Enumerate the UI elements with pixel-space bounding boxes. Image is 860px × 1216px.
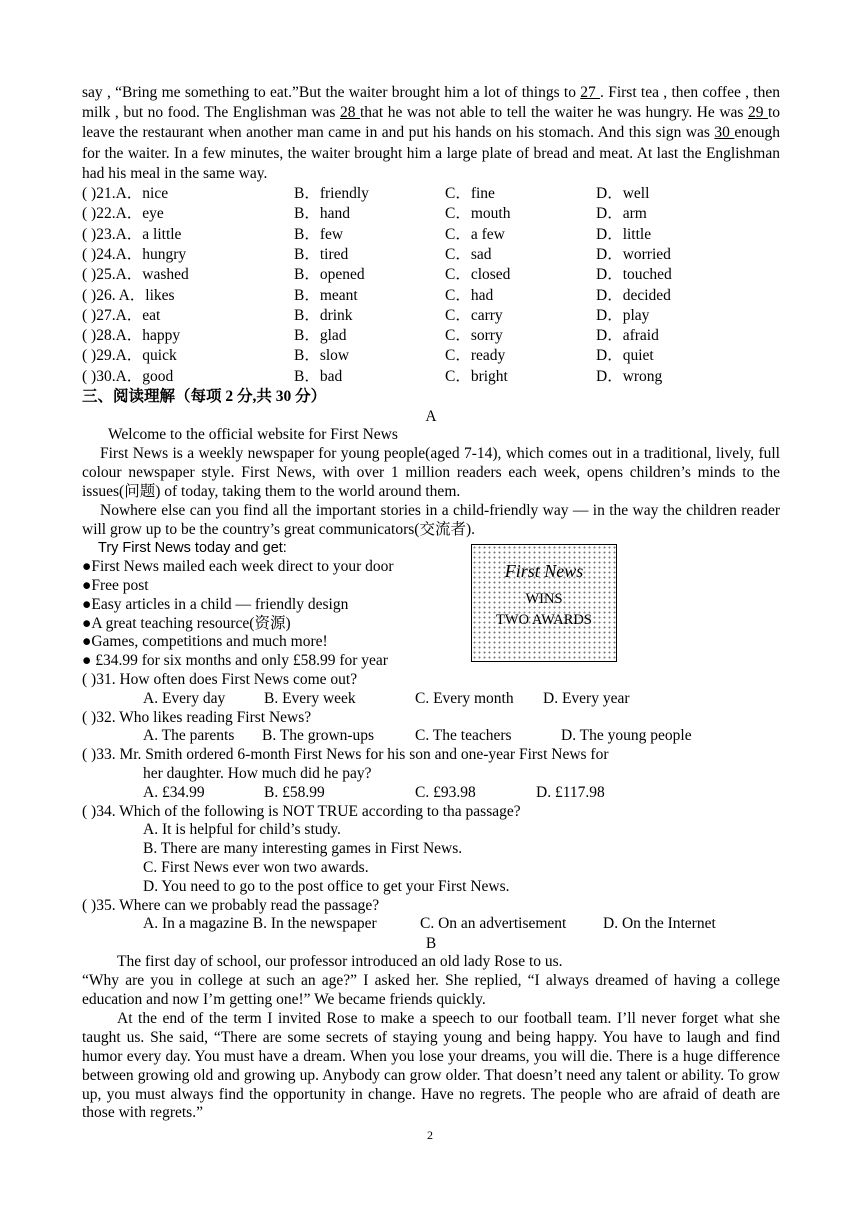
option: D. Every year bbox=[543, 689, 630, 707]
option-c: C．fine bbox=[445, 185, 495, 203]
option-a: ( )29.A．quick bbox=[82, 347, 177, 365]
passage-b-paragraph: The first day of school, our professor introduced an old lady Rose to us. bbox=[117, 953, 563, 971]
try-heading: Try First News today and get: bbox=[98, 540, 287, 557]
option-b: B．hand bbox=[294, 205, 350, 223]
passage-b-paragraph: At the end of the term I invited Rose to make a speech to our football team. I’ll never forget what she taught us. She said, “There are some secrets of staying young and being happy. You have to laugh and find humor every day. You must have a dream. When you lose your dreams, you will die. There is a huge difference between growing old and growing up. Anybody can grow older. That doesn’t need any talent or ability. To grow up, you must always find the opportunity in change. Have no regrets. The people who are afraid of death are those with regrets.” bbox=[82, 1009, 780, 1122]
option-a: ( )26. A．likes bbox=[82, 286, 175, 304]
option-b: B．friendly bbox=[294, 185, 369, 203]
blank-27: 27 bbox=[580, 84, 601, 101]
question: ( )33. Mr. Smith ordered 6-month First News for his son and one-year First News for bbox=[82, 746, 609, 764]
option-d: D．play bbox=[596, 306, 650, 324]
option: B. There are many interesting games in First News. bbox=[143, 840, 463, 858]
box-line: TWO AWARDS bbox=[496, 612, 592, 628]
answer-options bbox=[82, 690, 780, 709]
awards-box bbox=[471, 544, 617, 662]
question-continued: her daughter. How much did he pay? bbox=[143, 764, 372, 782]
option-a: ( )21.A．nice bbox=[82, 185, 169, 203]
questions-a bbox=[82, 671, 780, 934]
option-b: B．tired bbox=[294, 245, 349, 263]
option-a: ( )24.A．hungry bbox=[82, 245, 187, 263]
option: C. On an advertisement bbox=[420, 915, 567, 933]
option-d: D．afraid bbox=[596, 327, 659, 345]
option: D. £117.98 bbox=[536, 783, 605, 801]
list-item: ●A great teaching resource(资源) bbox=[82, 614, 291, 632]
option: B. Every week bbox=[264, 689, 356, 707]
option-row bbox=[82, 245, 780, 265]
cloze-text: enough for the waiter. In a few minutes, the waiter brought him a large plate of bread and meat. At last the Englishman had his meal in the same way. bbox=[82, 124, 780, 182]
question: ( )34. Which of the following is NOT TRUE according to tha passage? bbox=[82, 802, 521, 820]
box-line: WINS bbox=[525, 591, 563, 607]
cloze-text: that he was not able to tell the waiter he was hungry. He was bbox=[359, 104, 748, 122]
option-row bbox=[82, 286, 780, 306]
option-d: D．well bbox=[596, 185, 650, 203]
option-c: C．closed bbox=[445, 266, 511, 284]
option-b: B．drink bbox=[294, 306, 353, 324]
option-b: B．bad bbox=[294, 367, 343, 385]
option-b: B．opened bbox=[294, 266, 365, 284]
option-c: C．bright bbox=[445, 367, 508, 385]
option: B. £58.99 bbox=[264, 783, 325, 801]
option: C. Every month bbox=[415, 689, 514, 707]
option: C. £93.98 bbox=[415, 783, 476, 801]
list-item: ●Free post bbox=[82, 577, 149, 595]
passage-a-label: A bbox=[425, 407, 437, 425]
question: ( )35. Where can we probably read the passage? bbox=[82, 896, 380, 914]
option-c: C．sad bbox=[445, 245, 492, 263]
cloze-text: to leave the restaurant when another man came in and put his hands on his stomach. And this sign was bbox=[82, 104, 781, 142]
list-item: ● £34.99 for six months and only £58.99 for year bbox=[82, 652, 388, 670]
blank-28: 28 bbox=[339, 104, 360, 122]
option: A. It is helpful for child’s study. bbox=[143, 821, 341, 839]
option-b: B．few bbox=[294, 225, 344, 243]
cloze-options bbox=[82, 184, 780, 387]
document-page bbox=[82, 83, 780, 1123]
option-row bbox=[82, 306, 780, 326]
option-d: D．little bbox=[596, 225, 652, 243]
list-item: ●First News mailed each week direct to your door bbox=[82, 558, 394, 576]
option: D. The young people bbox=[561, 727, 692, 745]
blank-30: 30 bbox=[714, 124, 735, 142]
answer-options bbox=[82, 915, 780, 934]
question: ( )32. Who likes reading First News? bbox=[82, 708, 312, 726]
list-item: ●Games, competitions and much more! bbox=[82, 633, 328, 651]
option-c: C．carry bbox=[445, 306, 503, 324]
option: A. £34.99 bbox=[143, 783, 205, 801]
option-row bbox=[82, 184, 780, 204]
option-d: D．quiet bbox=[596, 347, 654, 365]
option-a: ( )25.A．washed bbox=[82, 266, 189, 284]
option: A. Every day bbox=[143, 689, 226, 707]
option-b: B．glad bbox=[294, 327, 347, 345]
option-row bbox=[82, 204, 780, 224]
option-a: ( )28.A．happy bbox=[82, 327, 181, 345]
option-c: C．a few bbox=[445, 225, 505, 243]
option: C. First News ever won two awards. bbox=[143, 858, 369, 876]
option-row bbox=[82, 346, 780, 366]
blank-29: 29 bbox=[747, 104, 768, 122]
option-row bbox=[82, 225, 780, 245]
box-title: First News bbox=[504, 561, 584, 581]
option-d: D．decided bbox=[596, 286, 671, 304]
option-a: ( )22.A．eye bbox=[82, 205, 164, 223]
option-c: C．sorry bbox=[445, 327, 503, 345]
option: A. In a magazine B. In the newspaper bbox=[143, 915, 377, 933]
option-a: ( )23.A．a little bbox=[82, 225, 182, 243]
option-a: ( )27.A．eat bbox=[82, 306, 161, 324]
option-d: D．wrong bbox=[596, 367, 663, 385]
option-d: D．arm bbox=[596, 205, 647, 223]
option-row bbox=[82, 367, 780, 387]
option: D. On the Internet bbox=[603, 915, 716, 933]
passage-b-label: B bbox=[425, 935, 437, 953]
option: C. The teachers bbox=[415, 727, 512, 745]
passage-a-paragraph: First News is a weekly newspaper for young people(aged 7-14), which comes out in a traditional, lively, full colour newspaper style. First News, with over 1 million readers each week, opens children’s minds to the issues(问题) of today, taking them to the world around them. bbox=[82, 444, 780, 500]
answer-options bbox=[82, 784, 780, 803]
answer-options bbox=[82, 727, 780, 746]
option: A. The parents bbox=[143, 727, 235, 745]
cloze-passage bbox=[82, 83, 780, 184]
passage-b-paragraph: “Why are you in college at such an age?” I asked her. She replied, “I always dreamed of having a college education and now I’m getting one!” We became friends quickly. bbox=[82, 972, 780, 1008]
option-d: D．touched bbox=[596, 266, 672, 284]
cloze-text: . First tea , then coffee , then milk , but no food. The Englishman was bbox=[82, 84, 780, 122]
list-item: ●Easy articles in a child — friendly design bbox=[82, 595, 349, 613]
option-b: B．slow bbox=[294, 347, 350, 365]
option-a: ( )30.A．good bbox=[82, 367, 174, 385]
option-c: C．ready bbox=[445, 347, 506, 365]
passage-a-welcome: Welcome to the official website for First News bbox=[108, 425, 398, 443]
option-row bbox=[82, 326, 780, 346]
option-d: D．worried bbox=[596, 245, 671, 263]
cloze-text: say , “Bring me something to eat.”But the waiter brought him a lot of things to bbox=[82, 84, 581, 101]
question: ( )31. How often does First News come out? bbox=[82, 671, 358, 688]
page-number: 2 bbox=[427, 1128, 433, 1142]
passage-a-paragraph: Nowhere else can you find all the important stories in a child-friendly way — in the way the children reader will grow up to be the country’s great communicators(交流者). bbox=[82, 501, 780, 538]
option-row bbox=[82, 265, 780, 285]
option: D. You need to go to the post office to get your First News. bbox=[143, 877, 510, 895]
option-b: B．meant bbox=[294, 286, 358, 304]
benefit-list bbox=[82, 558, 780, 671]
option: B. The grown-ups bbox=[262, 727, 375, 745]
option-c: C．had bbox=[445, 286, 494, 304]
option-c: C．mouth bbox=[445, 205, 511, 223]
section-title: 三、阅读理解（每项 2 分,共 30 分） bbox=[82, 387, 327, 405]
